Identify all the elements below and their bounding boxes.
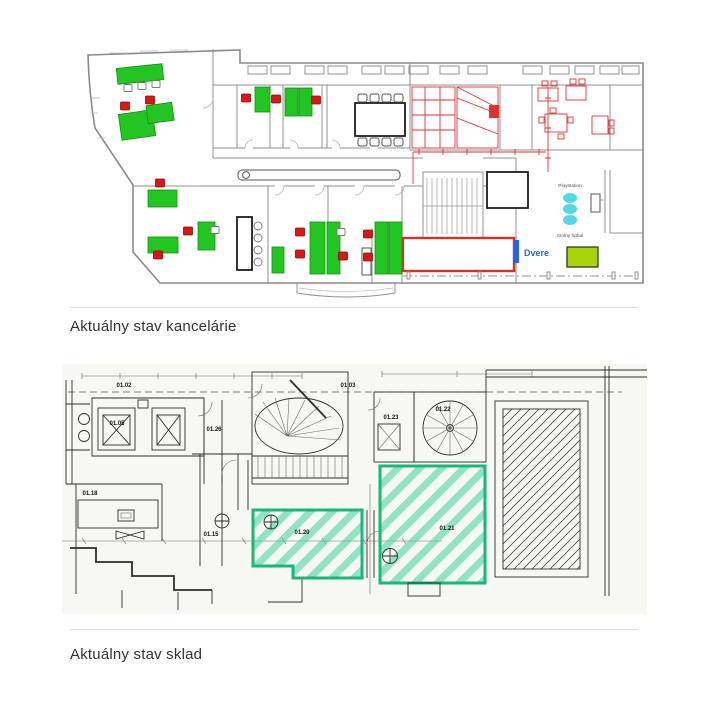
corridor-table [238,170,400,180]
room-label: 01.02 [116,383,132,389]
green-area-0121 [380,466,485,596]
chair-red [364,253,373,261]
desk [299,88,312,116]
office-floorplan-svg [70,38,648,306]
warehouse-floorplan-svg [62,364,647,626]
desk [375,222,388,274]
staircase [423,172,483,240]
divider-bottom [70,629,638,630]
room-label: 01.21 [439,526,455,532]
room-label: 01.26 [206,427,222,433]
chair-red [364,230,373,238]
highlighted-room-rect [403,238,514,271]
office-floorplan-image[interactable] [70,38,648,306]
chair-white [337,229,345,236]
chair-red [272,95,281,103]
room-label: 01.15 [203,532,219,538]
facade-columns [248,66,639,74]
chair-red [296,228,305,236]
hatched-storage-zone [495,401,588,577]
desk [148,237,178,253]
chair-red [339,252,348,260]
chair-red [312,96,321,104]
room-label: 01.23 [383,415,399,421]
desk [272,247,284,273]
divider-top [70,307,638,308]
office-caption: Aktuálny stav kancelárie [70,318,237,335]
room-label: 01.18 [82,491,98,497]
chair-white [124,85,132,92]
table-football-table [567,247,598,267]
desk [389,222,402,274]
chair-red [146,96,155,104]
chair-red [121,102,130,110]
chair-white [138,83,146,90]
desk [255,87,270,112]
playstation-label: Playstation [558,184,582,189]
desk [310,222,325,274]
chair-red [156,179,165,187]
server-room [487,172,528,208]
room-label: 01.20 [294,530,310,536]
warehouse-caption: Aktuálny stav sklad [70,646,203,663]
beanbag-icon [563,193,577,203]
chair-white [152,81,160,88]
beanbag-icon [563,215,577,225]
room-label: 01.22 [435,407,451,413]
chair-white [211,227,219,234]
desk [146,102,174,123]
desk [148,190,177,207]
desk [285,88,298,116]
tv-cabinet [591,194,600,212]
chair-red [296,250,305,258]
chair-red [242,94,251,102]
warehouse-floorplan-image[interactable] [62,364,647,626]
beanbag-icon [563,204,577,214]
room-label: 01.05 [109,421,125,427]
room-label: 01.03 [340,383,356,389]
chair-red [154,251,163,259]
dvere-label: Dvere [524,248,550,258]
chair-red [184,227,193,235]
table-football-label: Stolny futbal [556,234,584,239]
